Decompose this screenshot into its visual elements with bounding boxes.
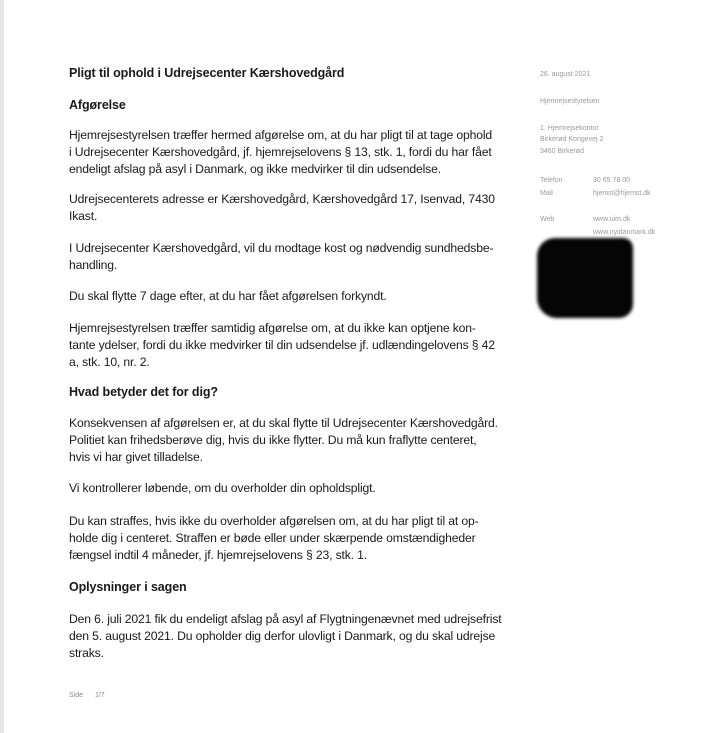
redaction-marker	[537, 238, 633, 318]
paragraph-monitoring	[69, 480, 539, 497]
text-line: den 5. august 2021. Du opholder dig derfor ulovligt i Danmark, og du skal udrejse	[69, 629, 496, 643]
text-line: fængsel indtil 4 måneder, jf. hjemrejselovens § 23, stk. 1.	[69, 548, 368, 562]
text-line: handling.	[69, 258, 118, 272]
document-title: Pligt til ophold i Udrejsecenter Kærshovedgård	[69, 66, 345, 80]
text-line: a, stk. 10, nr. 2.	[69, 355, 150, 369]
authority-name: Hjemrejsestyrelsen	[540, 98, 600, 105]
section-heading-decision: Afgørelse	[69, 98, 126, 112]
text-line: tante ydelser, fordi du ikke medvirker til din udsendelse jf. udlændingelovens § 42	[69, 338, 495, 352]
text-line: Den 6. juli 2021 fik du endeligt afslag på asyl af Flygtningenævnet med udrejsefrist	[69, 612, 502, 626]
contact-value: hjemst@hjemst.dk	[593, 190, 651, 197]
contact-value: 30 65 78 00	[593, 177, 630, 184]
paragraph-move-deadline	[69, 288, 539, 305]
page-footer	[69, 692, 105, 699]
text-line: Politiet kan frihedsberøve dig, hvis du ikke flytter. Du må kun fraflytte centeret,	[69, 433, 477, 447]
page-number: 1/7	[94, 692, 105, 699]
contact-value: www.uim.dk	[593, 216, 631, 223]
text-line: endeligt afslag på asyl i Danmark, og ikke medvirker til din udsendelse.	[69, 162, 441, 176]
section-heading-case-info: Oplysninger i sagen	[69, 580, 187, 594]
office-city: 3460 Birkerød	[540, 148, 584, 155]
text-line: Udrejsecenterets adresse er Kærshovedgård, Kærshovedgård 17, Isenvad, 7430	[69, 192, 495, 206]
paragraph-consequence	[69, 415, 539, 466]
office-street: Birkerød Kongevej 2	[540, 136, 604, 143]
page-left-edge	[0, 0, 4, 733]
text-line: holde dig i centeret. Straffen er bøde eller under skærpende omstændigheder	[69, 531, 476, 545]
paragraph-benefits	[69, 320, 539, 371]
paragraph-care	[69, 240, 539, 274]
text-line: Ikast.	[69, 209, 98, 223]
letter-date: 26. august 2021	[540, 71, 591, 78]
text-line: Du kan straffes, hvis ikke du overholder afgørelsen om, at du har pligt til at op-	[69, 514, 479, 528]
page-label: Side	[69, 692, 84, 699]
section-heading-consequences: Hvad betyder det for dig?	[69, 385, 218, 399]
text-line: Hjemrejsestyrelsen træffer hermed afgørelse om, at du har pligt til at tage ophold	[69, 128, 493, 142]
text-line: Konsekvensen af afgørelsen er, at du skal flytte til Udrejsecenter Kærshovedgård.	[69, 416, 498, 430]
text-line: Hjemrejsestyrelsen træffer samtidig afgørelse om, at du ikke kan optjene kon-	[69, 321, 476, 335]
contact-label: Telefon	[540, 177, 563, 184]
text-line: Du skal flytte 7 dage efter, at du har fået afgørelsen forkyndt.	[69, 289, 387, 303]
paragraph-address	[69, 191, 539, 225]
office-name: 1. Hjemrejsekontor	[540, 125, 599, 132]
paragraph-decision	[69, 127, 539, 178]
text-line: straks.	[69, 646, 104, 660]
contact-label: Web	[540, 216, 555, 223]
contact-value: www.nyidanmark.dk	[593, 229, 656, 236]
contact-label: Mail	[540, 190, 553, 197]
text-line: hvis vi har givet tilladelse.	[69, 450, 203, 464]
text-line: i Udrejsecenter Kærshovedgård, jf. hjemrejselovens § 13, stk. 1, fordi du har fået	[69, 145, 492, 159]
text-line: Vi kontrollerer løbende, om du overholder din opholdspligt.	[69, 481, 376, 495]
paragraph-case-info	[69, 611, 539, 662]
paragraph-penalty	[69, 513, 539, 564]
text-line: I Udrejsecenter Kærshovedgård, vil du modtage kost og nødvendig sundhedsbe-	[69, 241, 494, 255]
